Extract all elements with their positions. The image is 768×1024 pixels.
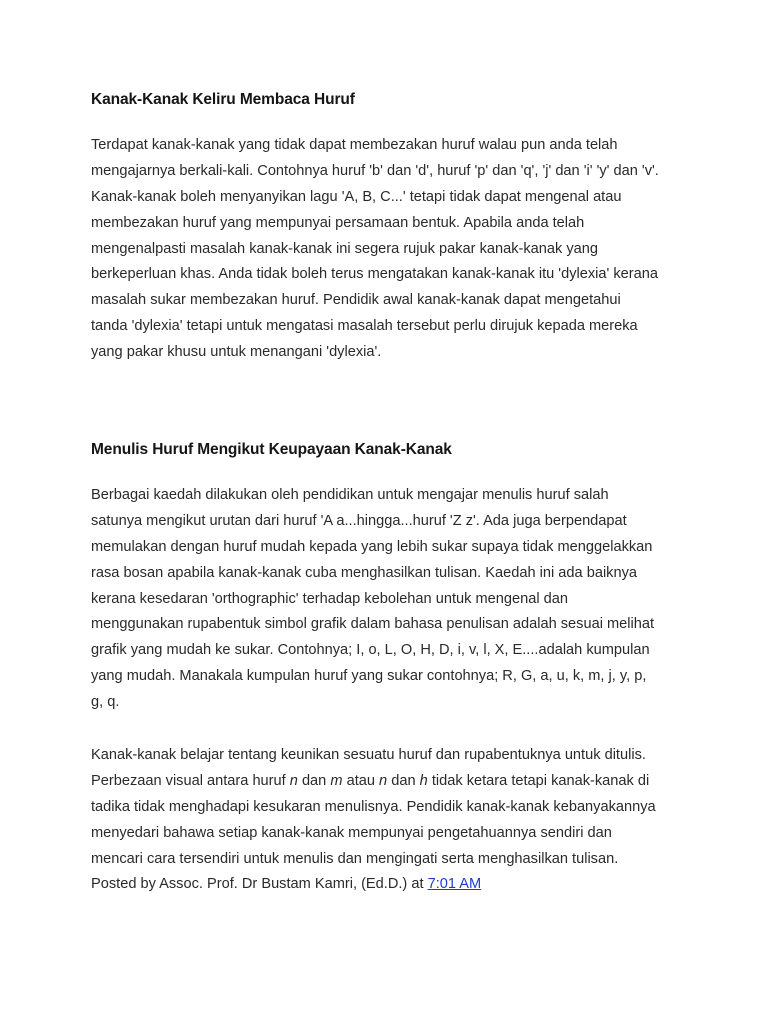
- paragraph-line: menggunakan rupabentuk simbol grafik dalam bahasa penulisan adalah sesuai melihat: [91, 616, 655, 633]
- post-footer: [91, 872, 691, 898]
- paragraph-line: membezakan huruf yang mempunyai persamaan bentuk. Apabila anda telah: [91, 214, 585, 231]
- paragraph-line: berkeperluan khas. Anda tidak boleh terus mengatakan kanak-kanak itu 'dylexia' kerana: [91, 266, 658, 283]
- paragraph-keliru-membaca: [91, 133, 691, 366]
- paragraph-menulis-huruf: [91, 483, 691, 716]
- paragraph-line: menyedari bahawa setiap kanak-kanak mempunyai pengetahuannya sendiri dan: [91, 824, 612, 841]
- paragraph-line: masalah sukar membezakan huruf. Pendidik awal kanak-kanak dapat mengetahui: [91, 292, 621, 309]
- section-heading-keliru-membaca: Kanak-Kanak Keliru Membaca Huruf: [91, 91, 355, 108]
- paragraph-line: kerana kesedaran 'orthographic' terhadap kebolehan untuk mengenal dan: [91, 590, 568, 607]
- paragraph-line: yang pakar khusu untuk menangani 'dylexia'.: [91, 344, 382, 361]
- paragraph-line: Berbagai kaedah dilakukan oleh pendidikan untuk mengajar menulis huruf salah: [91, 487, 609, 503]
- paragraph-keunikan-huruf: [91, 743, 691, 898]
- post-time-link[interactable]: 7:01 AM: [427, 876, 482, 893]
- paragraph-line: rasa bosan apabila kanak-kanak cuba menghasilkan tulisan. Kaedah ini ada baiknya: [91, 564, 638, 581]
- paragraph-line: yang mudah. Manakala kumpulan huruf yang sukar contohnya; R, G, a, u, k, m, j, y, p,: [91, 668, 647, 685]
- paragraph-line: Kanak-kanak boleh menyanyikan lagu 'A, B, C...' tetapi tidak dapat mengenal atau: [91, 188, 622, 205]
- paragraph-line: mencari cara tersendiri untuk menulis dan mengingati serta menghasilkan tulisan.: [91, 850, 619, 867]
- paragraph-line: mengajarnya berkali-kali. Contohnya huruf 'b' dan 'd', huruf 'p' dan 'q', 'j' dan 'i' 'y' dan 'v'.: [91, 162, 659, 179]
- paragraph-line: mengenalpasti masalah kanak-kanak ini segera rujuk pakar kanak-kanak yang: [91, 240, 599, 257]
- paragraph-line: Kanak-kanak belajar tentang keunikan sesuatu huruf dan rupabentuknya untuk ditulis.: [91, 747, 646, 763]
- section-heading-menulis-huruf: Menulis Huruf Mengikut Keupayaan Kanak-Kanak: [91, 441, 452, 458]
- paragraph-line: tanda 'dylexia' tetapi untuk mengatasi masalah tersebut perlu dirujuk kepada mereka: [91, 318, 638, 335]
- paragraph-line: grafik yang mudah ke sukar. Contohnya; I, o, L, O, H, D, i, v, l, X, E....adalah kumpulan: [91, 642, 650, 659]
- paragraph-line: memulakan dengan huruf mudah kepada yang lebih sukar supaya tidak menggelakkan: [91, 538, 653, 555]
- paragraph-line-italic-letters: Perbezaan visual antara huruf n dan m atau n dan h tidak ketara tetapi kanak-kanak di: [91, 772, 650, 789]
- posted-by-text: Posted by Assoc. Prof. Dr Bustam Kamri, (Ed.D.) at: [91, 876, 428, 893]
- paragraph-line: satunya mengikut urutan dari huruf 'A a...hingga...huruf 'Z z'. Ada juga berpendapat: [91, 512, 627, 529]
- paragraph-line: Terdapat kanak-kanak yang tidak dapat membezakan huruf walau pun anda telah: [91, 137, 618, 153]
- paragraph-line: tadika tidak menghadapi kesukaran menulisnya. Pendidik kanak-kanak kebanyakannya: [91, 798, 656, 815]
- paragraph-line: g, q.: [91, 694, 120, 711]
